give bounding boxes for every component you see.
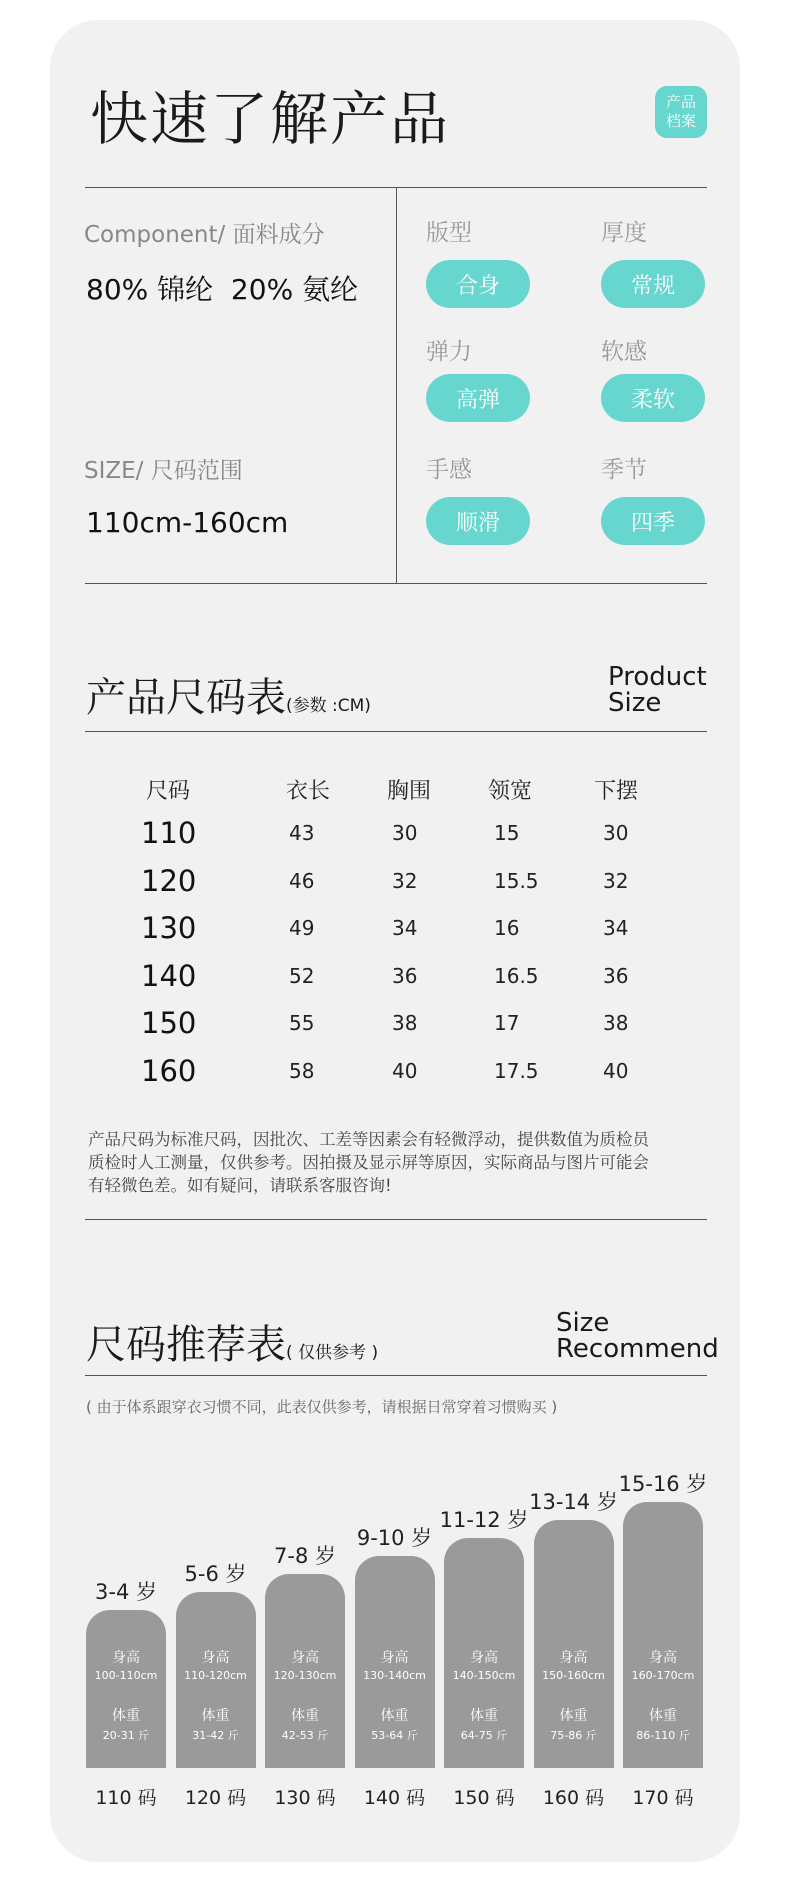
note-line-2: 质检时人工测量，仅供参考。因拍摄及显示屏等原因，实际商品与图片可能会	[88, 1153, 649, 1172]
table-cell: 30	[603, 821, 629, 845]
attr-value-softness: 柔软	[601, 374, 705, 422]
attr-name-elasticity: 弹力	[426, 339, 472, 365]
height-label: 身高	[380, 1650, 409, 1666]
table-header-size: 尺码	[146, 779, 191, 804]
age-label: 13-14 岁	[529, 1490, 618, 1514]
size-code-label: 160 码	[542, 1787, 605, 1809]
height-value: 150-160cm	[542, 1669, 605, 1682]
size-cell: 140	[141, 958, 197, 993]
table-header-length: 衣长	[286, 779, 331, 804]
age-label: 11-12 岁	[439, 1508, 529, 1532]
table-cell: 32	[603, 868, 629, 893]
attr-name-softness: 软感	[601, 339, 647, 365]
size-range-label: SIZE/ 尺码范围	[84, 458, 243, 484]
height-value: 130-140cm	[363, 1669, 426, 1682]
eng-line-1: Size	[556, 1308, 610, 1338]
page-title: 快速了解产品	[90, 85, 451, 153]
recommend-heading	[86, 1313, 378, 1370]
recommend-note: ( 由于体系跟穿衣习惯不同，此表仅供参考，请根据日常穿着习惯购买 )	[86, 1398, 558, 1416]
recommend-title: 尺码推荐表	[86, 1322, 286, 1368]
attr-value-season: 四季	[601, 497, 705, 545]
recommend-bar	[86, 1610, 166, 1768]
weight-value: 75-86 斤	[550, 1729, 597, 1742]
table-cell: 49	[289, 916, 315, 940]
table-header-chest: 胸围	[387, 779, 432, 804]
age-label: 7-8 岁	[274, 1544, 336, 1568]
table-cell: 52	[289, 963, 315, 988]
size-table-subtitle: (参数 :CM)	[286, 696, 371, 716]
size-cell: 130	[141, 911, 197, 945]
eng-line-2: Size	[608, 688, 662, 718]
size-cell: 150	[141, 1006, 197, 1040]
size-cell: 120	[141, 863, 197, 898]
attr-name-fit: 版型	[426, 220, 472, 246]
age-label: 9-10 岁	[356, 1526, 433, 1550]
weight-label: 体重	[112, 1708, 140, 1724]
note-line-3: 有轻微色差。如有疑问，请联系客服咨询!	[88, 1176, 392, 1195]
table-cell: 46	[289, 868, 315, 893]
age-label: 15-16 岁	[618, 1472, 708, 1496]
table-cell: 43	[289, 821, 315, 845]
attr-value-elasticity: 高弹	[426, 374, 530, 422]
table-cell: 15	[494, 821, 520, 845]
height-value: 110-120cm	[184, 1669, 247, 1682]
height-value: 120-130cm	[273, 1669, 337, 1682]
size-code-label: 140 码	[363, 1787, 426, 1809]
attr-name-thickness: 厚度	[601, 220, 647, 246]
table-cell: 30	[392, 821, 418, 845]
divider-vertical	[396, 187, 397, 583]
eng-line-2: Recommend	[556, 1334, 719, 1364]
height-label: 身高	[559, 1650, 588, 1666]
table-header-hem: 下摆	[594, 779, 639, 804]
table-cell: 40	[603, 1058, 629, 1083]
weight-value: 20-31 斤	[102, 1729, 150, 1742]
recommend-english	[556, 1310, 719, 1362]
attr-value-fit: 合身	[426, 260, 530, 308]
attr-name-season: 季节	[601, 457, 647, 483]
weight-label: 体重	[470, 1708, 498, 1724]
size-table-note	[88, 1128, 649, 1197]
table-cell: 55	[289, 1011, 315, 1035]
note-line-1: 产品尺码为标准尺码，因批次、工差等因素会有轻微浮动，提供数值为质检员	[88, 1130, 649, 1149]
attr-name-feel: 手感	[426, 457, 472, 483]
age-label: 3-4 岁	[95, 1580, 157, 1604]
height-label: 身高	[291, 1650, 319, 1666]
size-cell: 160	[141, 1053, 197, 1088]
table-cell: 38	[603, 1011, 629, 1035]
divider	[85, 1219, 707, 1220]
divider	[85, 731, 707, 732]
height-label: 身高	[649, 1650, 677, 1666]
table-header-collar: 领宽	[488, 779, 533, 804]
height-value: 140-150cm	[452, 1669, 516, 1682]
size-cell: 110	[141, 816, 197, 850]
size-code-label: 120 码	[184, 1787, 247, 1809]
weight-value: 64-75 斤	[460, 1729, 508, 1742]
weight-value: 31-42 斤	[192, 1729, 239, 1742]
product-profile-badge	[655, 86, 707, 138]
weight-value: 42-53 斤	[281, 1729, 329, 1742]
component-value: 80% 锦纶 20% 氨纶	[86, 273, 359, 306]
table-cell: 16	[494, 916, 520, 940]
table-cell: 16.5	[494, 963, 539, 988]
height-label: 身高	[112, 1650, 140, 1666]
table-cell: 17.5	[494, 1058, 539, 1083]
attr-value-thickness: 常规	[601, 260, 705, 308]
table-cell: 17	[494, 1011, 520, 1035]
table-cell: 36	[392, 963, 418, 988]
attr-value-feel: 顺滑	[426, 497, 530, 545]
weight-value: 86-110 斤	[636, 1729, 690, 1742]
component-label: Component/ 面料成分	[84, 222, 325, 248]
size-range-value: 110cm-160cm	[86, 506, 289, 539]
weight-label: 体重	[559, 1708, 588, 1724]
weight-label: 体重	[201, 1708, 230, 1724]
table-cell: 58	[289, 1058, 315, 1083]
table-cell: 15.5	[494, 868, 539, 893]
size-code-label: 110 码	[95, 1787, 157, 1809]
height-label: 身高	[470, 1650, 498, 1666]
weight-label: 体重	[380, 1708, 409, 1724]
table-cell: 32	[392, 868, 418, 893]
size-code-label: 150 码	[453, 1787, 515, 1809]
table-cell: 34	[603, 916, 629, 940]
size-table-heading	[86, 666, 371, 723]
size-code-label: 170 码	[632, 1787, 694, 1809]
size-table-english	[608, 664, 707, 716]
divider	[85, 1375, 707, 1376]
badge-line-1: 产品	[665, 93, 696, 111]
weight-value: 53-64 斤	[371, 1729, 418, 1742]
table-cell: 38	[392, 1011, 418, 1035]
table-cell: 40	[392, 1058, 418, 1083]
height-value: 160-170cm	[631, 1669, 695, 1682]
weight-label: 体重	[649, 1708, 677, 1724]
size-code-label: 130 码	[274, 1787, 336, 1809]
recommend-subtitle: ( 仅供参考 )	[286, 1343, 379, 1363]
size-table-title: 产品尺码表	[86, 675, 286, 721]
table-cell: 36	[603, 963, 629, 988]
divider	[85, 583, 707, 584]
age-label: 5-6 岁	[184, 1562, 247, 1586]
table-cell: 34	[392, 916, 418, 940]
height-value: 100-110cm	[94, 1669, 158, 1682]
weight-label: 体重	[291, 1708, 319, 1724]
badge-line-2: 档案	[665, 112, 696, 130]
height-label: 身高	[201, 1650, 230, 1666]
eng-line-1: Product	[608, 662, 707, 692]
